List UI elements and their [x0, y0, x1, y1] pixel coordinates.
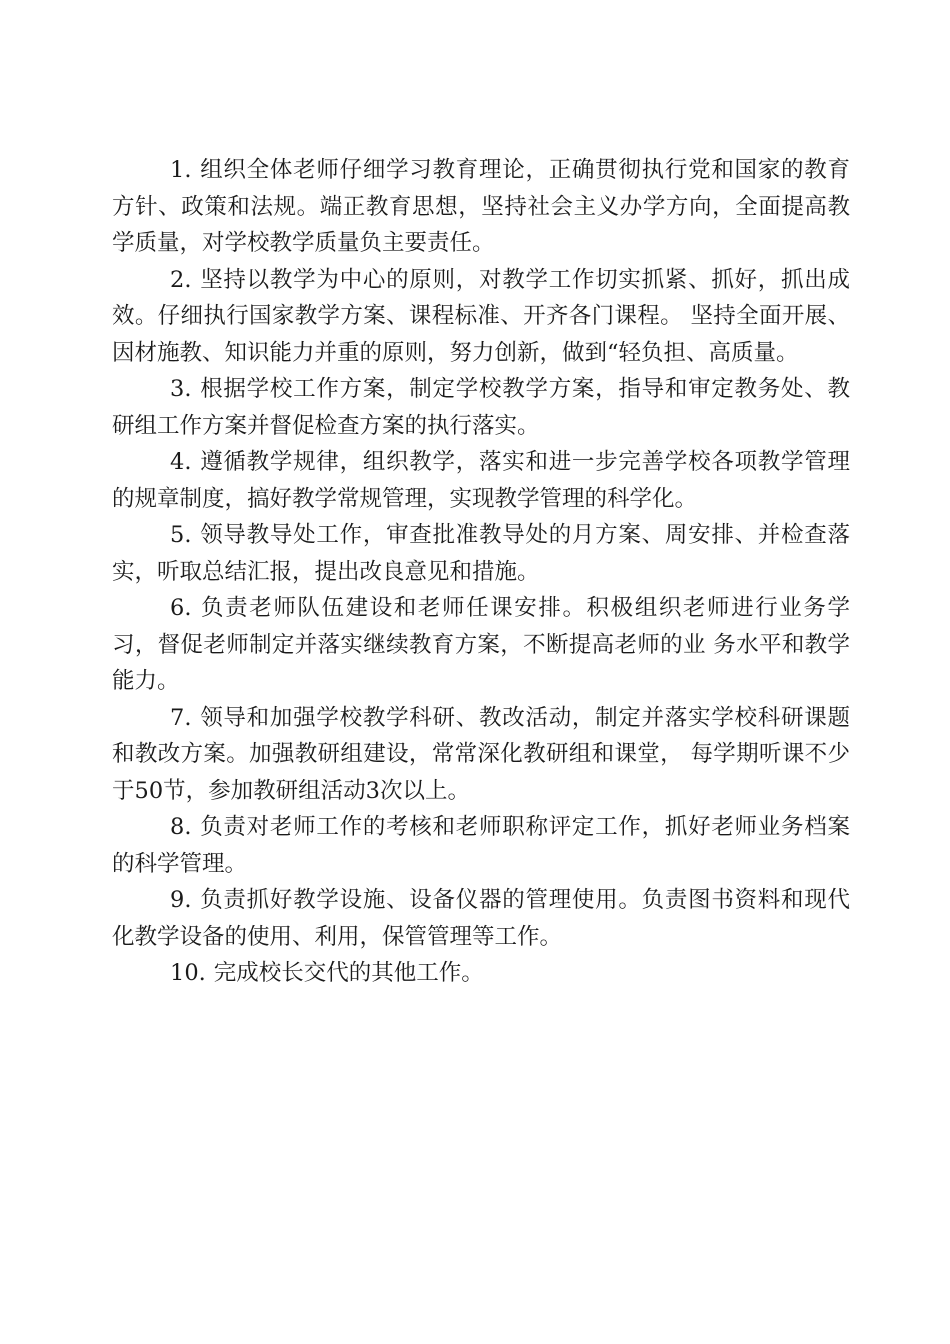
duty-list	[112, 152, 850, 992]
item-text: 坚持以教学为中心的原则，对教学工作切实抓紧、抓好，抓出成效。仔细执行国家教学方案、课程标准、开齐各门课程。 坚持全面开展、因材施教、知识能力并重的原则，努力创新，做到“轻负担、高质量。	[112, 266, 850, 366]
list-item	[112, 444, 850, 517]
item-text: 领导教导处工作，审查批准教导处的月方案、周安排、并检查落实，听取总结汇报，提出改良意见和措施。	[112, 522, 850, 585]
item-text: 负责抓好教学设施、设备仪器的管理使用。负责图书资料和现代化教学设备的使用、利用，保管管理等工作。	[112, 887, 850, 950]
item-text: 领导和加强学校教学科研、教改活动，制定并落实学校科研课题和教改方案。加强教研组建设，常常深化教研组和课堂， 每学期听课不少于50节，参加教研组活动3次以上。	[112, 704, 850, 804]
item-number: 5.	[170, 522, 192, 548]
item-text: 完成校长交代的其他工作。	[213, 960, 484, 986]
item-number: 6.	[170, 595, 192, 621]
item-number: 2.	[170, 266, 192, 293]
item-text: 负责老师队伍建设和老师任课安排。积极组织老师进行业务学习，督促老师制定并落实继续教育方案，不断提高老师的业 务水平和教学能力。	[112, 595, 850, 694]
item-number: 1.	[170, 157, 192, 183]
item-number: 9.	[170, 887, 192, 913]
item-text: 根据学校工作方案，制定学校教学方案，指导和审定教务处、教研组工作方案并督促检查方案的执行落实。	[112, 376, 850, 439]
list-item	[112, 700, 850, 810]
list-item	[112, 882, 850, 955]
list-item	[112, 809, 850, 882]
list-item	[112, 262, 850, 372]
list-item	[112, 152, 850, 262]
item-text: 组织全体老师仔细学习教育理论，正确贯彻执行党和国家的教育方针、政策和法规。端正教育思想，坚持社会主义办学方向，全面提高教学质量，对学校教学质量负主要责任。	[112, 157, 850, 256]
list-item	[112, 590, 850, 700]
item-number: 10.	[170, 960, 206, 986]
item-text: 遵循教学规律，组织教学，落实和进一步完善学校各项教学管理的规章制度，搞好教学常规管理，实现教学管理的科学化。	[112, 449, 850, 512]
item-number: 7.	[170, 704, 192, 731]
item-number: 8.	[170, 814, 192, 840]
item-number: 4.	[170, 449, 192, 475]
list-item	[112, 955, 850, 992]
list-item	[112, 517, 850, 590]
item-number: 3.	[170, 376, 192, 402]
list-item	[112, 371, 850, 444]
item-text: 负责对老师工作的考核和老师职称评定工作，抓好老师业务档案的科学管理。	[112, 814, 850, 877]
